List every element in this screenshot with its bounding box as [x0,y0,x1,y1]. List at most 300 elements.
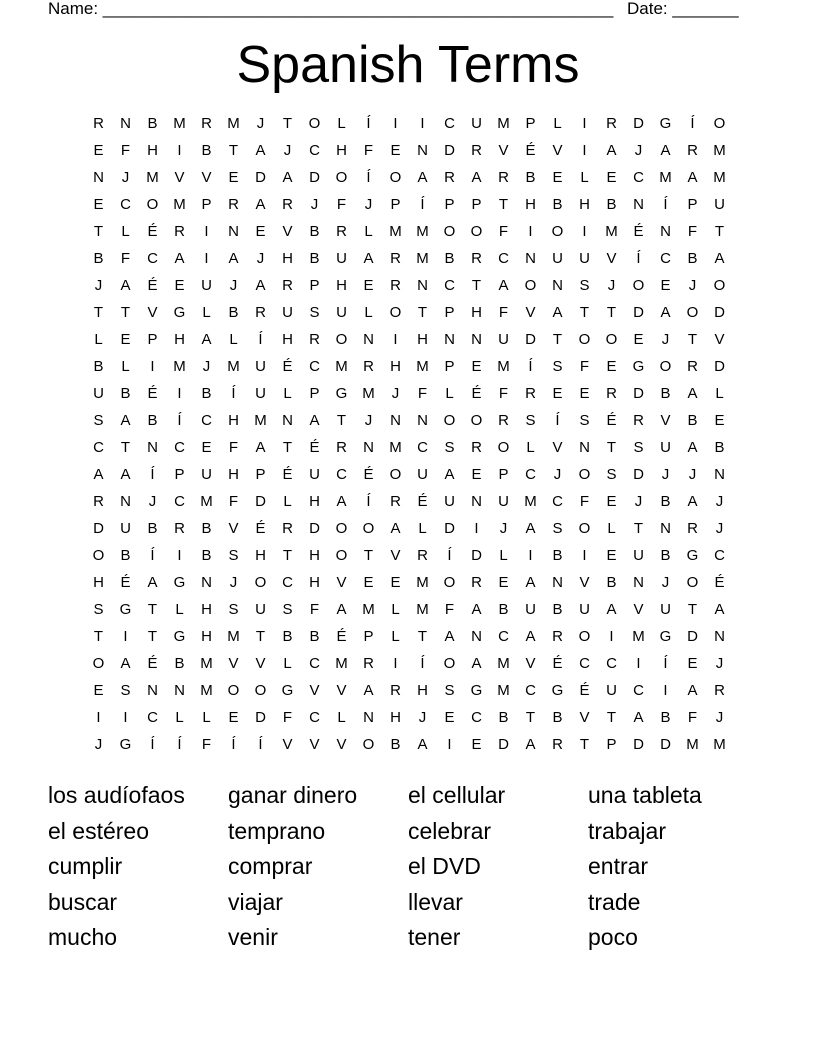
grid-letter: É [147,277,158,294]
grid-letter: O [92,547,105,564]
grid-letter: R [606,115,617,132]
grid-letter: Í [366,169,371,186]
grid-letter: I [582,223,587,240]
grid-letter: A [687,493,698,510]
grid-letter: A [660,142,671,159]
grid-letter: N [552,277,563,294]
grid-letter: T [228,142,239,159]
grid-letter: T [282,547,293,564]
grid-letter: B [660,385,671,402]
grid-letter: A [363,250,374,267]
grid-letter: U [201,277,212,294]
grid-letter: J [364,196,373,213]
grid-letter: E [471,736,482,753]
grid-letter: É [363,466,374,483]
grid-letter: S [444,439,455,456]
grid-letter: U [633,547,644,564]
grid-letter: N [120,493,131,510]
grid-letter: F [444,601,455,618]
grid-letter: Í [366,115,371,132]
grid-letter: O [470,412,483,429]
grid-letter: R [174,223,185,240]
grid-letter: D [309,169,320,186]
word-list-item: el cellular [408,782,506,808]
grid-letter: A [147,574,158,591]
grid-letter: D [633,304,644,321]
grid-letter: L [337,115,346,132]
grid-letter: J [715,493,724,510]
grid-letter: M [632,628,645,645]
grid-letter: I [609,628,614,645]
grid-letter: M [173,358,186,375]
grid-letter: H [93,574,104,591]
grid-letter: E [390,574,401,591]
grid-letter: P [201,196,212,213]
grid-letter: N [93,169,104,186]
grid-letter: H [282,331,293,348]
grid-letter: O [578,466,591,483]
grid-letter: D [255,169,266,186]
grid-letter: V [390,547,401,564]
grid-letter: J [229,574,238,591]
grid-letter: H [417,682,428,699]
grid-letter: S [93,412,104,429]
grid-letter: L [175,709,184,726]
grid-letter: R [390,277,401,294]
grid-letter: M [497,358,510,375]
grid-letter: D [633,466,644,483]
grid-letter: J [499,520,508,537]
grid-letter: B [120,385,131,402]
grid-letter: C [525,466,536,483]
grid-letter: C [147,709,158,726]
grid-letter: C [660,250,671,267]
grid-letter: É [282,358,293,375]
grid-letter: R [471,574,482,591]
grid-letter: H [336,277,347,294]
grid-letter: G [470,682,483,699]
grid-letter: C [471,709,482,726]
grid-letter: M [416,601,429,618]
grid-letter: E [714,412,725,429]
grid-letter: B [552,601,563,618]
grid-letter: J [634,142,643,159]
grid-letter: Í [150,547,155,564]
grid-letter: Í [690,115,695,132]
grid-letter: U [336,250,347,267]
grid-letter: L [175,601,184,618]
grid-letter: B [552,709,563,726]
grid-letter: U [120,520,131,537]
grid-letter: R [525,385,536,402]
grid-letter: A [471,169,482,186]
grid-letter: V [552,439,563,456]
grid-letter: N [390,412,401,429]
grid-letter: A [687,385,698,402]
grid-letter: F [363,142,374,159]
grid-letter: B [660,547,671,564]
grid-letter: T [606,304,617,321]
grid-letter: A [174,250,185,267]
grid-letter: B [552,196,563,213]
grid-letter: L [418,520,427,537]
grid-letter: C [309,358,320,375]
grid-letter: B [147,412,158,429]
grid-letter: G [119,601,132,618]
grid-letter: R [552,628,563,645]
grid-letter: A [120,466,131,483]
grid-letter: P [255,466,266,483]
grid-letter: H [309,493,320,510]
grid-letter: Í [231,385,236,402]
grid-letter: É [552,655,563,672]
grid-letter: I [177,385,182,402]
grid-letter: C [309,709,320,726]
grid-letter: J [607,277,616,294]
grid-letter: S [579,412,590,429]
grid-letter: C [309,142,320,159]
grid-letter: R [390,682,401,699]
grid-letter: N [147,439,158,456]
grid-letter: H [417,331,428,348]
grid-letter: Í [636,250,641,267]
grid-letter: N [633,574,644,591]
grid-letter: T [606,439,617,456]
word-list-item: tener [408,924,461,950]
grid-letter: J [256,115,265,132]
grid-letter: A [336,601,347,618]
grid-letter: É [525,142,536,159]
word-list-item: llevar [408,888,463,915]
grid-letter: F [417,385,428,402]
grid-letter: C [714,547,725,564]
grid-letter: R [687,142,698,159]
grid-letter: B [120,547,131,564]
grid-letter: B [282,628,293,645]
grid-letter: A [255,277,266,294]
grid-letter: A [444,466,455,483]
grid-letter: R [282,520,293,537]
grid-letter: É [120,574,131,591]
grid-letter: A [255,142,266,159]
grid-letter: É [147,223,158,240]
grid-letter: V [309,682,320,699]
grid-letter: Í [555,412,560,429]
grid-letter: L [283,493,292,510]
grid-letter: J [661,331,670,348]
grid-letter: J [553,466,562,483]
grid-letter: E [363,574,374,591]
grid-letter: M [335,655,348,672]
grid-letter: J [94,277,103,294]
grid-letter: P [174,466,185,483]
grid-letter: D [444,520,455,537]
grid-letter: É [147,655,158,672]
grid-letter: J [364,412,373,429]
grid-letter: F [498,385,509,402]
grid-letter: O [659,358,672,375]
grid-letter: M [227,628,240,645]
grid-letter: M [416,574,429,591]
grid-letter: M [416,223,429,240]
grid-letter: V [228,655,239,672]
grid-letter: N [363,439,374,456]
grid-letter: V [336,736,347,753]
grid-letter: P [444,304,455,321]
word-list-item: temprano [228,817,326,844]
grid-letter: N [525,250,536,267]
grid-letter: I [123,628,128,645]
grid-letter: O [578,520,591,537]
grid-letter: H [525,196,536,213]
grid-letter: É [633,223,644,240]
grid-letter: A [228,250,239,267]
grid-letter: M [713,142,726,159]
grid-letter: É [471,385,482,402]
grid-letter: T [147,628,158,645]
grid-letter: S [309,304,320,321]
grid-letter: L [283,385,292,402]
grid-letter: I [447,736,452,753]
grid-letter: T [714,223,725,240]
grid-letter: B [606,196,617,213]
grid-letter: L [553,115,562,132]
grid-letter: U [255,385,266,402]
grid-letter: T [525,709,536,726]
grid-letter: G [659,115,672,132]
grid-letter: L [364,223,373,240]
grid-letter: J [715,655,724,672]
grid-letter: B [174,655,185,672]
grid-letter: E [606,547,617,564]
grid-letter: B [525,169,536,186]
grid-letter: O [335,547,348,564]
grid-letter: J [94,736,103,753]
grid-letter: N [660,223,671,240]
grid-letter: U [552,250,563,267]
grid-letter: C [336,466,347,483]
grid-letter: H [228,466,239,483]
word-list-item: celebrar [408,817,492,844]
grid-letter: J [715,520,724,537]
grid-letter: R [255,304,266,321]
grid-letter: V [174,169,185,186]
grid-letter: U [444,493,455,510]
grid-letter: T [282,115,293,132]
grid-letter: D [525,331,536,348]
grid-letter: R [201,115,212,132]
grid-letter: N [552,574,563,591]
grid-letter: A [201,331,212,348]
word-list-item: comprar [228,853,313,879]
grid-letter: Í [258,736,263,753]
grid-letter: M [200,682,213,699]
grid-letter: P [390,196,401,213]
grid-letter: Í [150,466,155,483]
grid-letter: H [282,250,293,267]
grid-letter: N [417,142,428,159]
grid-letter: O [443,412,456,429]
grid-letter: C [309,655,320,672]
grid-letter: I [582,115,587,132]
grid-letter: J [121,169,130,186]
grid-letter: N [147,682,158,699]
grid-letter: R [714,682,725,699]
grid-letter: M [254,412,267,429]
grid-letter: Í [528,358,533,375]
grid-letter: T [120,439,131,456]
grid-letter: E [228,169,239,186]
grid-letter: C [498,250,509,267]
grid-letter: E [174,277,185,294]
grid-letter: Í [150,736,155,753]
grid-letter: C [633,682,644,699]
grid-letter: F [687,709,698,726]
grid-letter: V [714,331,725,348]
grid-letter: F [201,736,212,753]
grid-letter: A [525,736,536,753]
grid-letter: P [525,115,536,132]
grid-letter: U [660,439,671,456]
grid-letter: R [390,493,401,510]
grid-letter: P [444,358,455,375]
grid-letter: A [309,412,320,429]
date-field[interactable]: Date: _______ [627,0,739,18]
grid-letter: V [282,736,293,753]
grid-letter: D [714,304,725,321]
grid-letter: U [336,304,347,321]
grid-letter: D [309,520,320,537]
grid-letter: É [309,439,320,456]
grid-letter: B [444,250,455,267]
grid-letter: B [498,601,509,618]
grid-letter: Í [366,493,371,510]
grid-letter: Í [447,547,452,564]
grid-letter: C [417,439,428,456]
grid-letter: É [336,628,347,645]
grid-letter: M [497,115,510,132]
grid-letter: Í [420,655,425,672]
word-list-item: mucho [48,924,118,950]
grid-letter: U [660,601,671,618]
grid-letter: O [686,574,699,591]
grid-letter: T [417,304,428,321]
grid-letter: Í [420,196,425,213]
grid-letter: V [660,412,671,429]
grid-letter: B [660,493,671,510]
grid-letter: R [93,115,104,132]
name-field[interactable]: Name: ______________________________________________________ [48,0,614,18]
grid-letter: G [119,736,132,753]
grid-letter: A [687,169,698,186]
grid-letter: A [660,304,671,321]
grid-letter: P [687,196,698,213]
grid-letter: M [416,358,429,375]
grid-letter: S [228,601,239,618]
word-list-item: trade [588,888,641,915]
grid-letter: R [471,439,482,456]
grid-letter: M [524,493,537,510]
grid-letter: R [471,142,482,159]
grid-letter: É [606,412,617,429]
grid-letter: E [93,196,104,213]
grid-letter: V [147,304,158,321]
grid-letter: B [147,115,158,132]
grid-letter: N [282,412,293,429]
grid-letter: A [525,628,536,645]
grid-letter: M [362,601,375,618]
grid-letter: A [390,520,401,537]
grid-letter: T [579,736,590,753]
grid-letter: N [444,331,455,348]
grid-letter: B [309,628,320,645]
grid-letter: G [173,304,186,321]
grid-letter: O [335,520,348,537]
grid-letter: S [228,547,239,564]
grid-letter: V [282,223,293,240]
grid-letter: R [633,412,644,429]
grid-letter: Í [258,331,263,348]
grid-letter: O [497,439,510,456]
grid-letter: A [120,277,131,294]
grid-letter: O [227,682,240,699]
word-list-item: trabajar [588,817,666,844]
grid-letter: J [715,709,724,726]
grid-letter: É [417,493,428,510]
grid-letter: I [204,250,209,267]
grid-letter: E [687,655,698,672]
grid-letter: B [606,574,617,591]
grid-letter: I [393,115,398,132]
grid-letter: T [498,196,509,213]
grid-letter: T [255,628,266,645]
grid-letter: V [498,142,509,159]
grid-letter: N [228,223,239,240]
grid-letter: S [552,520,563,537]
grid-letter: M [200,493,213,510]
grid-letter: E [606,493,617,510]
grid-letter: I [582,142,587,159]
grid-letter: J [283,142,292,159]
grid-letter: M [335,358,348,375]
grid-letter: C [633,169,644,186]
grid-letter: T [606,709,617,726]
grid-letter: A [687,682,698,699]
grid-letter: L [526,439,535,456]
grid-letter: F [282,709,293,726]
grid-letter: F [228,439,239,456]
grid-letter: C [174,493,185,510]
grid-letter: L [391,628,400,645]
grid-letter: B [309,250,320,267]
grid-letter: H [471,304,482,321]
grid-letter: B [660,709,671,726]
grid-letter: T [633,520,644,537]
grid-letter: S [579,277,590,294]
grid-letter: H [390,358,401,375]
grid-letter: I [123,709,128,726]
grid-letter: O [362,520,375,537]
grid-letter: B [552,547,563,564]
grid-letter: F [579,493,590,510]
grid-letter: S [606,466,617,483]
grid-letter: I [528,547,533,564]
grid-letter: O [686,304,699,321]
grid-letter: O [389,466,402,483]
grid-letter: O [470,223,483,240]
grid-letter: O [389,169,402,186]
grid-letter: O [308,115,321,132]
